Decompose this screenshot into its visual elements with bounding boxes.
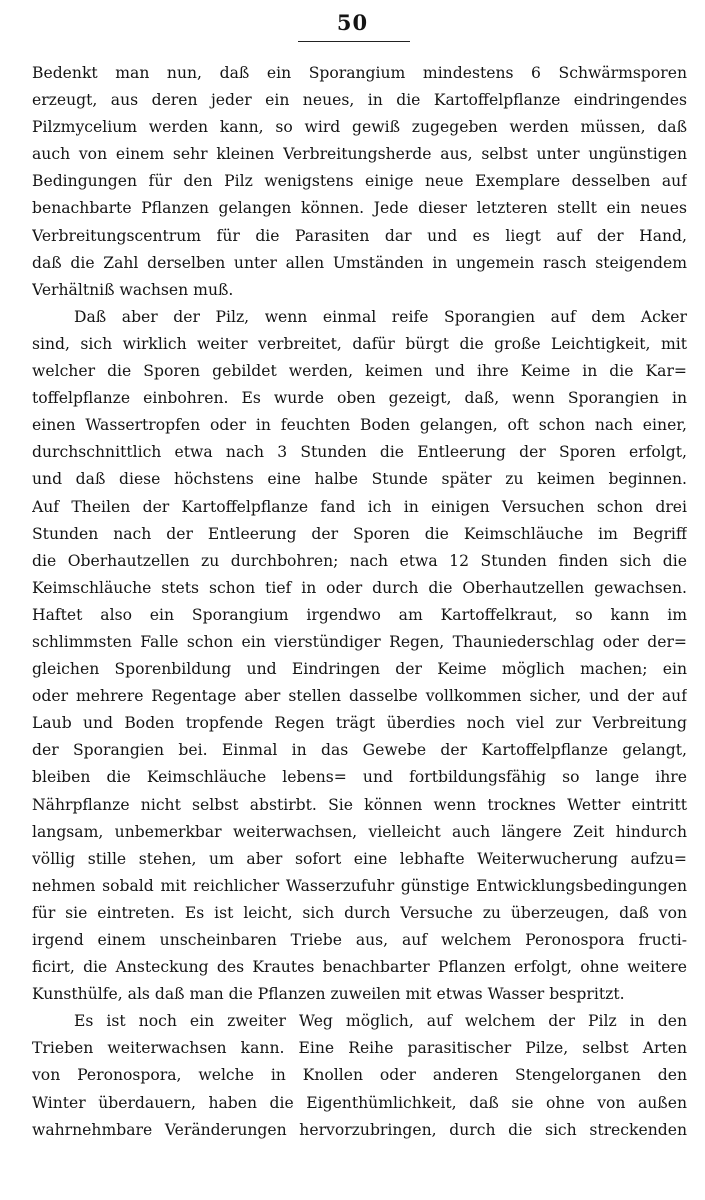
text-line: einen Wassertropfen oder in feuchten Boden gelangen, oft schon nach einer, [32,416,687,435]
text-line: durchschnittlich etwa nach 3 Stunden die Entleerung der Sporen erfolgt, [32,443,687,462]
text-line: schlimmsten Falle schon ein vierstündiger Regen, Thauniederschlag oder der= [32,632,687,651]
text-line: Nährpflanze nicht selbst abstirbt. Sie können wenn trocknes Wetter eintritt [32,795,687,814]
text-line: langsam, unbemerkbar weiterwachsen, vielleicht auch längere Zeit hindurch [32,822,687,841]
text-line: daß die Zahl derselben unter allen Umständen in ungemein rasch steigendem [32,253,687,272]
text-line: die Oberhautzellen zu durchbohren; nach etwa 12 Stunden finden sich die [32,551,687,570]
text-line: Stunden nach der Entleerung der Sporen die Keimschläuche im Begriff [32,524,687,543]
text-line: sind, sich wirklich weiter verbreitet, dafür bürgt die große Leichtigkeit, mit [32,334,687,353]
text-line: völlig stille stehen, um aber sofort eine lebhafte Weiterwucherung aufzu= [32,849,687,868]
text-line: Trieben weiterwachsen kann. Eine Reihe parasitischer Pilze, selbst Arten [32,1039,687,1058]
text-line: irgend einem unscheinbaren Triebe aus, auf welchem Peronospora fructi- [32,931,687,949]
text-line: Verbreitungscentrum für die Parasiten dar und es liegt auf der Hand, [32,226,687,245]
header-rule [298,41,410,42]
page-number: 50 [336,10,369,35]
text-line: benachbarte Pflanzen gelangen können. Jede dieser letzteren stellt ein neues [32,199,687,218]
text-line: Bedingungen für den Pilz wenigstens einige neue Exemplare desselben auf [32,172,687,191]
text-line: Pilzmycelium werden kann, so wird gewiß zugegeben werden müssen, daß [32,118,687,137]
text-line: und daß diese höchstens eine halbe Stunde später zu keimen beginnen. [32,470,687,489]
body-text [32,60,687,1144]
text-line: Bedenkt man nun, daß ein Sporangium mindestens 6 Schwärmsporen [32,64,687,82]
text-line: ficirt, die Ansteckung des Krautes benachbarter Pflanzen erfolgt, ohne weitere [32,958,687,977]
text-line: Es ist noch ein zweiter Weg möglich, auf welchem der Pilz in den [74,1012,687,1031]
text-line: nehmen sobald mit reichlicher Wasserzufuhr günstige Entwicklungsbedingungen [32,876,687,895]
text-line: toffelpflanze einbohren. Es wurde oben gezeigt, daß, wenn Sporangien in [32,389,687,408]
text-line: für sie eintreten. Es ist leicht, sich durch Versuche zu überzeugen, daß von [32,903,687,922]
text-line: Kunsthülfe, als daß man die Pflanzen zuweilen mit etwas Wasser bespritzt. [32,985,625,1004]
text-line: wahrnehmbare Veränderungen hervorzubringen, durch die sich streckenden [32,1120,687,1139]
text-line: gleichen Sporenbildung und Eindringen der Keime möglich machen; ein [32,660,687,679]
text-line: bleiben die Keimschläuche lebens= und fortbildungsfähig so lange ihre [32,768,687,787]
text-line: von Peronospora, welche in Knollen oder anderen Stengelorganen den [32,1066,687,1085]
text-line: Daß aber der Pilz, wenn einmal reife Sporangien auf dem Acker [74,307,687,326]
text-line: Verhältniß wachsen muß. [32,280,234,299]
text-line: welcher die Sporen gebildet werden, keimen und ihre Keime in die Kar= [32,362,687,381]
text-line: Auf Theilen der Kartoffelpflanze fand ich in einigen Versuchen schon drei [32,497,687,516]
text-line: erzeugt, aus deren jeder ein neues, in die Kartoffelpflanze eindringendes [32,91,687,110]
text-line: Haftet also ein Sporangium irgendwo am Kartoffelkraut, so kann im [32,605,687,624]
text-line: Laub und Boden tropfende Regen trägt überdies noch viel zur Verbreitung [32,714,687,733]
text-line: Keimschläuche stets schon tief in oder durch die Oberhautzellen gewachsen. [32,578,687,597]
text-line: der Sporangien bei. Einmal in das Gewebe der Kartoffelpflanze gelangt, [32,741,687,760]
text-line: auch von einem sehr kleinen Verbreitungsherde aus, selbst unter ungünstigen [32,145,687,164]
text-line: oder mehrere Regentage aber stellen dasselbe vollkommen sicher, und der auf [32,687,687,706]
text-line: Winter überdauern, haben die Eigenthümlichkeit, daß sie ohne von außen [32,1093,687,1112]
